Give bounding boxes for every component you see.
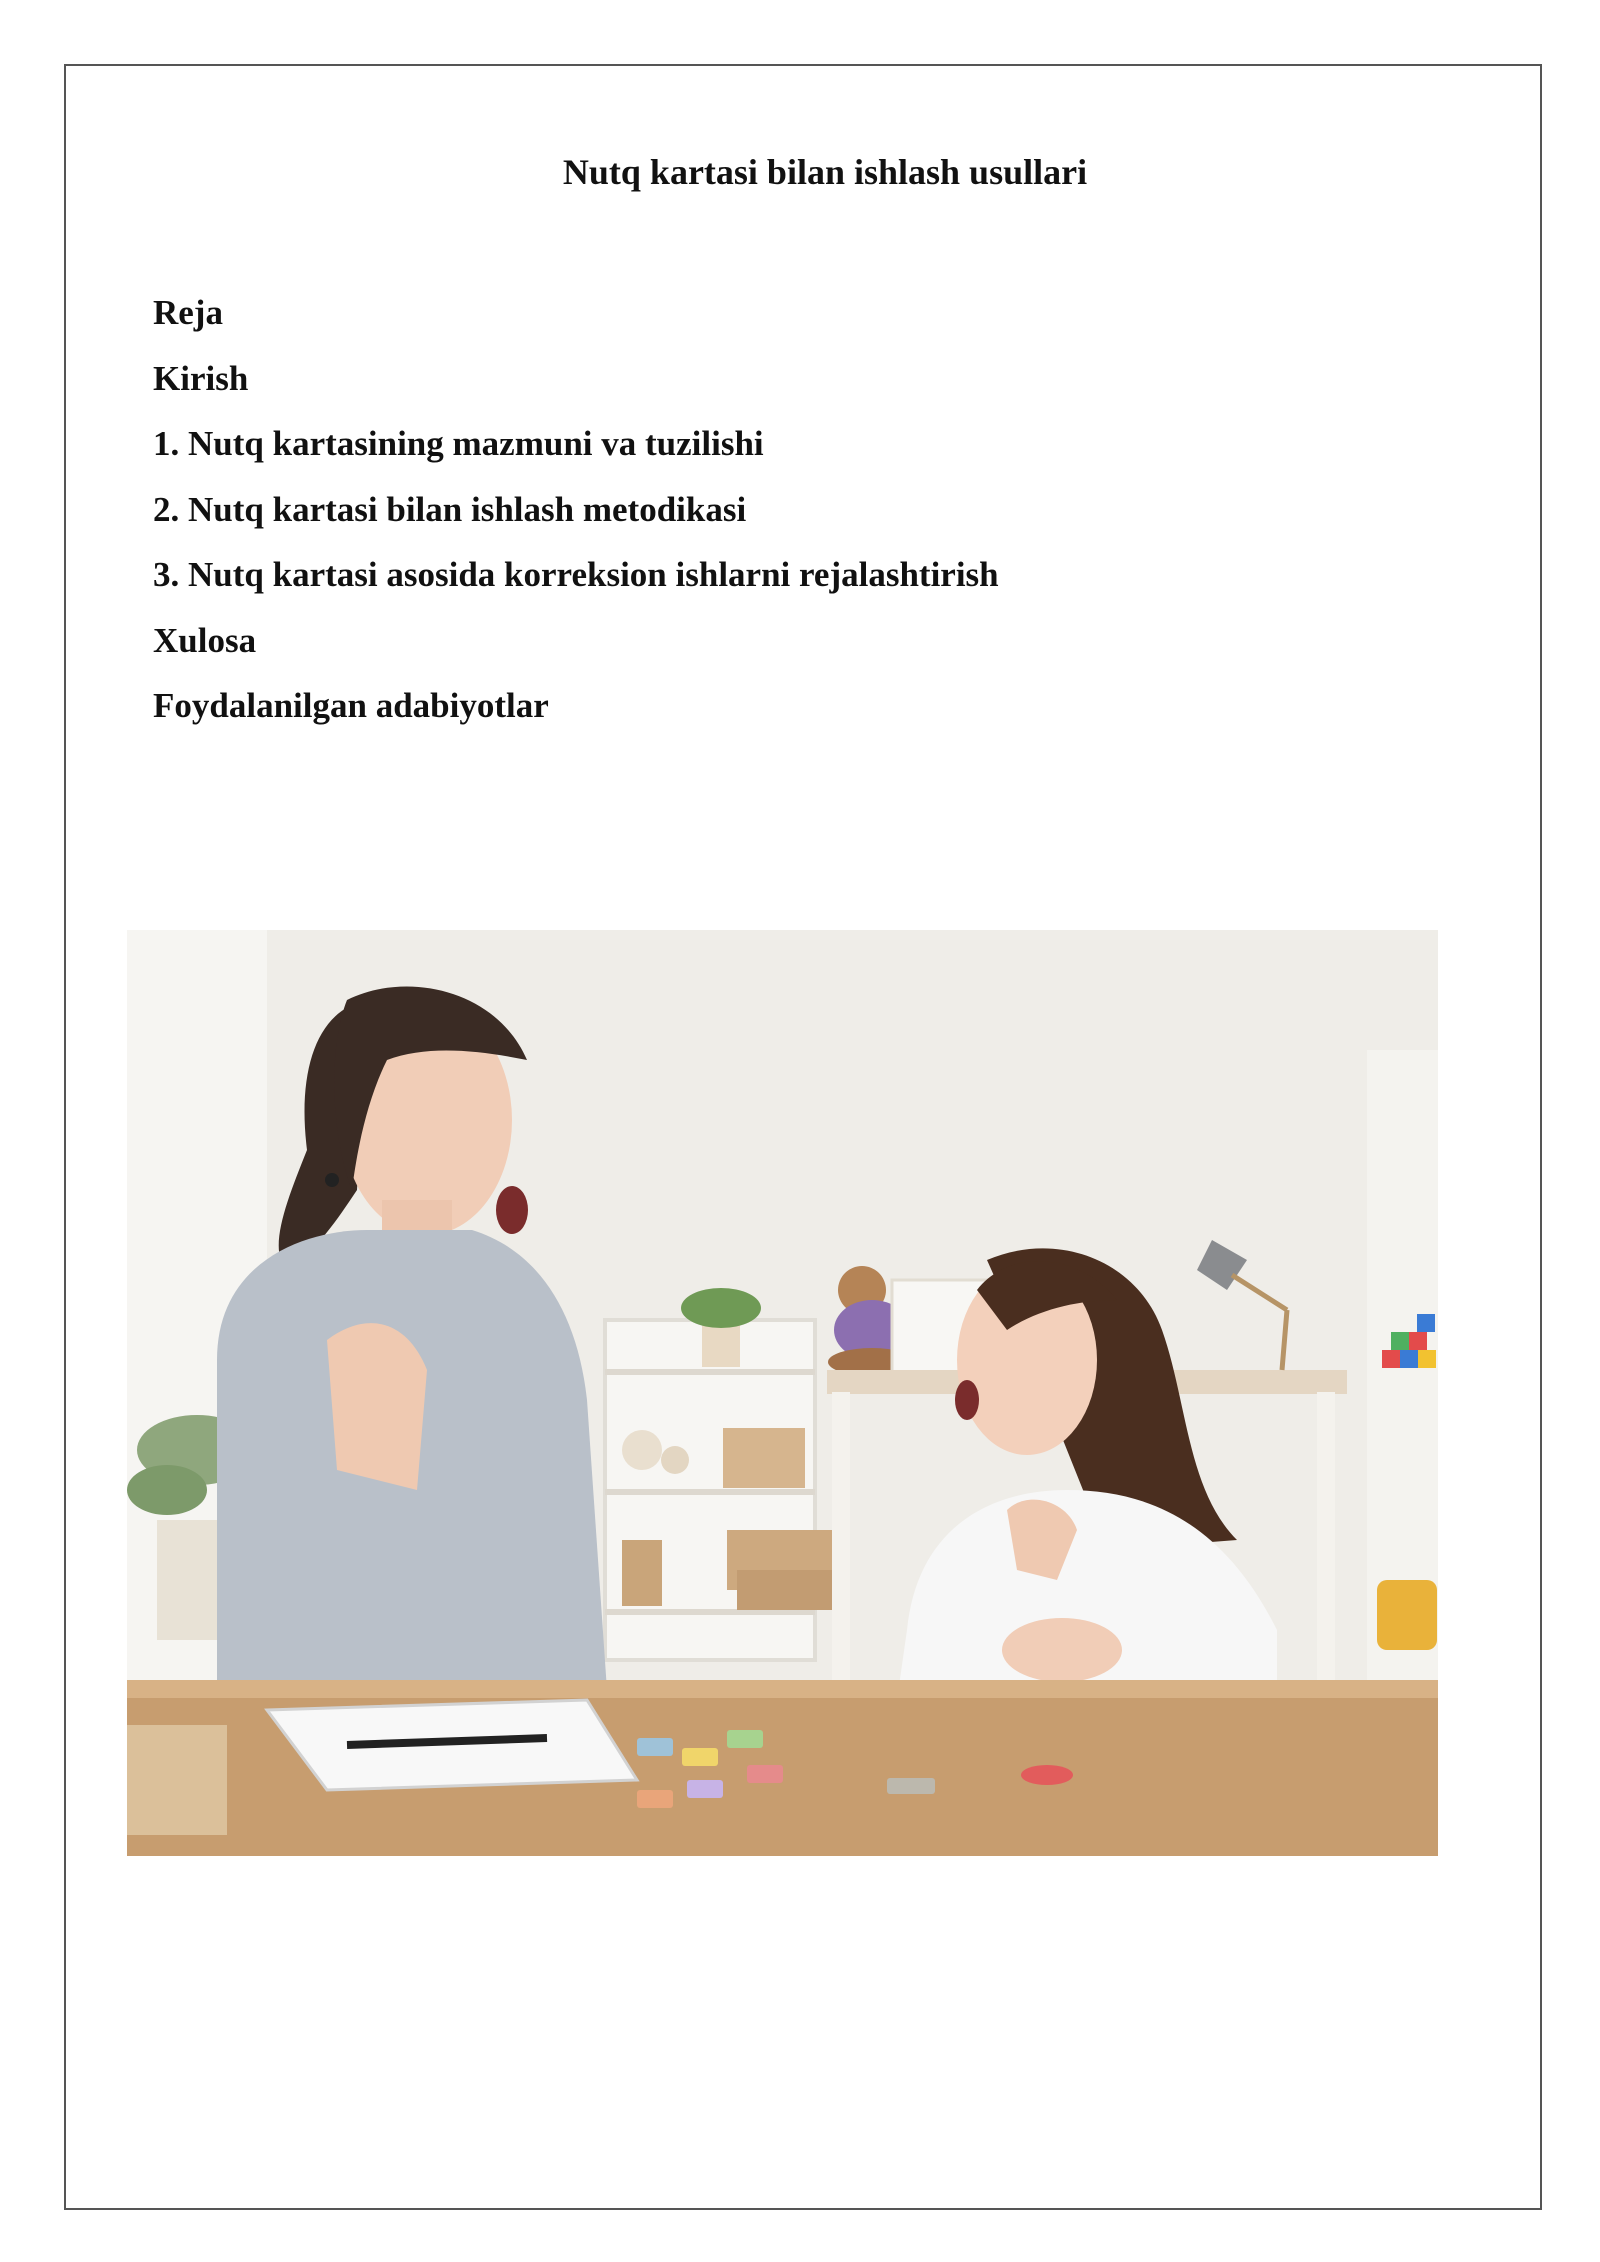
document-title: Nutq kartasi bilan ishlash usullari (562, 152, 1088, 192)
plan-item-introduction: Kirish (153, 358, 249, 398)
plan-item-conclusion: Xulosa (153, 620, 257, 660)
clipboard (267, 1700, 637, 1790)
plan-list (153, 280, 999, 739)
plan-heading: Reja (153, 293, 223, 332)
plan-item-3: 3. Nutq kartasi asosida korreksion ishlarni rejalashtirish (153, 555, 999, 594)
plan-item-1: 1. Nutq kartasining mazmuni va tuzilishi (153, 424, 764, 463)
plan-item-references: Foydalanilgan adabiyotlar (153, 686, 549, 725)
plan-item-2: 2. Nutq kartasi bilan ishlash metodikasi (153, 489, 747, 529)
speech-therapy-photo (127, 930, 1438, 1856)
shelf-unit (605, 1320, 847, 1660)
